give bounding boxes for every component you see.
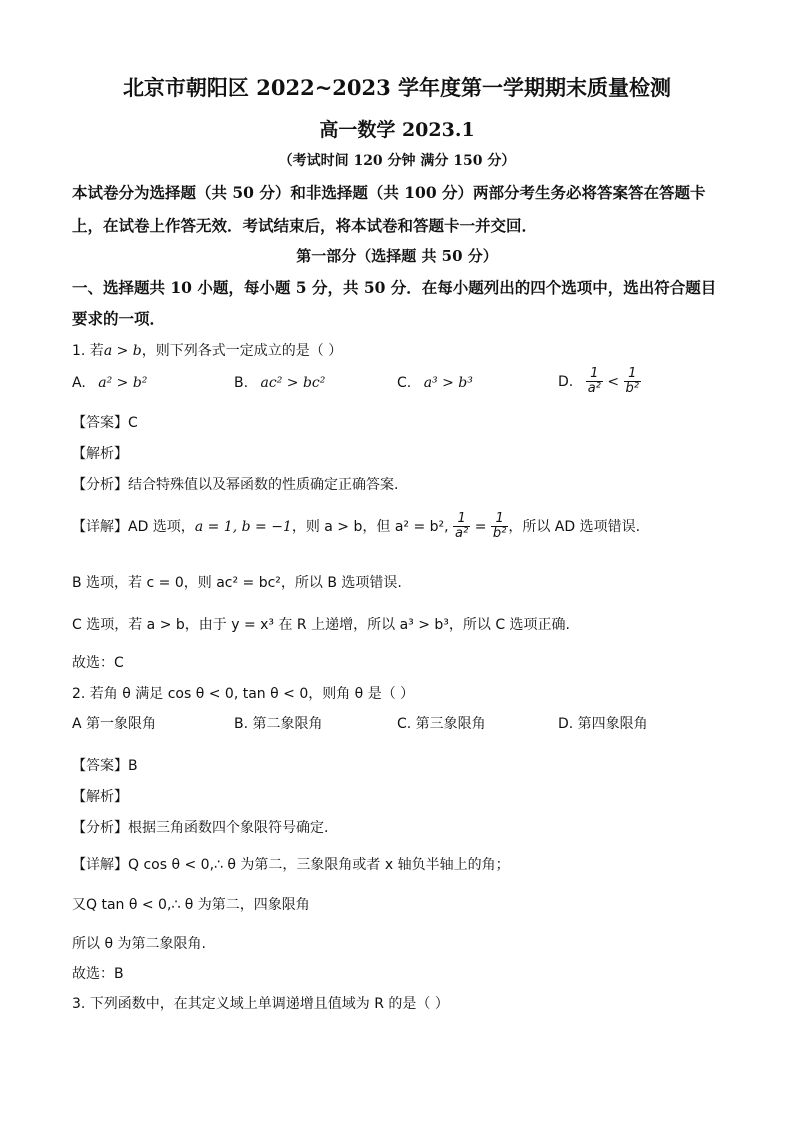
q1-detail-math: a = 1, b = −1 (194, 518, 292, 535)
q1-detail-suffix: ，所以 AD 选项错误. (508, 518, 641, 535)
q1-detail-num-2: 1 (491, 512, 508, 527)
q1-detail-frac-1 (453, 512, 470, 542)
q2-analysis-head: 【解析】 (72, 789, 128, 805)
q1-c-line: C 选项，若 a > b，由于 y = x³ 在 R 上递增，所以 a³ > b³，所以 C 选项正确. (72, 617, 571, 633)
page-title: 北京市朝阳区 2022~2023 学年度第一学期期末质量检测 (122, 75, 672, 100)
q2-detail-3: 所以 θ 为第二象限角. (72, 936, 206, 952)
q1-option-d-frac-1 (586, 367, 603, 397)
q1-detail-eq: = (474, 518, 487, 535)
q2-option-c: C. 第三象限角 (397, 716, 486, 732)
q1-option-b-expr: ac² > bc² (260, 375, 326, 391)
q2-analysis: 【分析】根据三角函数四个象限符号确定. (72, 820, 329, 836)
q1-detail-frac-2 (491, 512, 508, 542)
q1-option-a-expr: a² > b² (98, 375, 148, 391)
section1-line-1: 一、选择题共 10 小题，每小题 5 分，共 50 分．在每小题列出的四个选项中，选出符合题目 (72, 278, 717, 297)
q1-option-a (72, 375, 147, 391)
instructions-line-2: 上，在试卷上作答无效．考试结束后，将本试卷和答题卡一并交回． (72, 216, 538, 235)
q1-option-c (397, 375, 473, 391)
q1-detail-num-1: 1 (453, 512, 470, 527)
q2-option-b: B. 第二象限角 (234, 716, 323, 732)
q2-answer: 【答案】B (72, 758, 138, 774)
q1-stem-suffix: ，则下列各式一定成立的是（ ） (141, 343, 343, 359)
q1-option-d-label: D. (558, 373, 574, 390)
q1-option-c-expr: a³ > b³ (423, 375, 473, 391)
q2-conclusion: 故选：B (72, 966, 124, 982)
q1-stem (72, 340, 342, 360)
q1-option-a-label: A. (72, 375, 86, 391)
q1-detail-mid: ，则 a > b，但 a² = b², (291, 518, 454, 535)
q1-analysis: 【分析】结合特殊值以及幂函数的性质确定正确答案. (72, 477, 399, 493)
q1-answer: 【答案】C (72, 415, 138, 431)
q1-option-d-den-2: b² (625, 381, 639, 397)
q1-analysis-head: 【解析】 (72, 446, 128, 462)
q1-stem-prefix: 1. 若 (72, 343, 104, 359)
q2-option-d: D. 第四象限角 (558, 716, 648, 732)
q1-option-d-frac-2 (624, 367, 641, 397)
q1-conclusion: 故选：C (72, 655, 124, 671)
instructions-line-1: 本试卷分为选择题（共 50 分）和非选择题（共 100 分）两部分考生务必将答案答在答题卡 (72, 183, 706, 202)
part1-heading: 第一部分（选择题 共 50 分） (296, 247, 498, 265)
q2-option-a: A 第一象限角 (72, 716, 157, 732)
section1-line-2: 要求的一项． (72, 309, 166, 328)
q1-option-d-lt: < (607, 373, 620, 390)
q1-detail-den-2: b² (492, 526, 507, 542)
q2-stem: 2. 若角 θ 满足 cos θ < 0, tan θ < 0，则角 θ 是（ ） (72, 686, 415, 702)
q2-detail-2: 又Q tan θ < 0,∴ θ 为第二，四象限角 (72, 897, 310, 913)
q1-option-d (558, 367, 641, 397)
q1-option-b-label: B. (234, 375, 249, 391)
q1-b-line: B 选项，若 c = 0，则 ac² = bc²，所以 B 选项错误. (72, 575, 402, 591)
q1-option-d-num-1: 1 (586, 367, 603, 382)
q1-option-c-label: C. (397, 375, 412, 391)
page-subtitle: 高一数学 2023.1 (319, 119, 475, 141)
q3-stem: 3. 下列函数中，在其定义域上单调递增且值域为 R 的是（ ） (72, 996, 449, 1012)
q1-detail (72, 512, 640, 542)
q1-option-d-num-2: 1 (624, 367, 641, 382)
q1-option-b (234, 375, 325, 391)
q1-detail-den-1: a² (455, 526, 469, 542)
q1-detail-prefix: 【详解】AD 选项， (72, 518, 195, 535)
exam-info: （考试时间 120 分钟 满分 150 分） (278, 153, 516, 169)
q1-stem-cond: a > b (103, 343, 142, 359)
q2-detail-1: 【详解】Q cos θ < 0,∴ θ 为第二，三象限角或者 x 轴负半轴上的角； (72, 857, 510, 873)
q1-option-d-den-1: a² (587, 381, 601, 397)
